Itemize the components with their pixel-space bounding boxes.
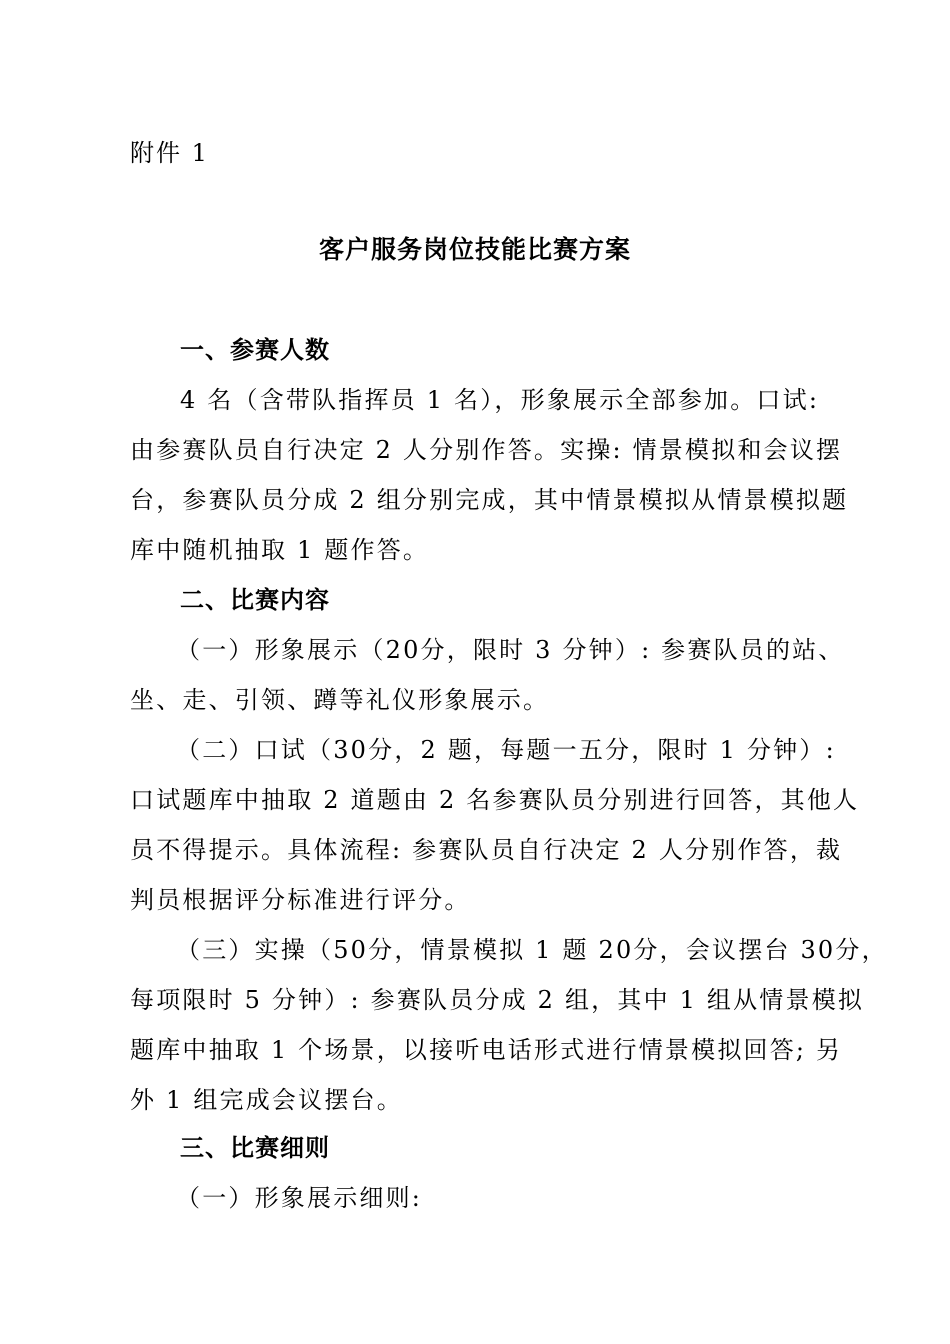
paragraph-line: 库中随机抽取 1 题作答。 <box>130 536 430 564</box>
section-heading-content: 二、比赛内容 <box>180 586 330 614</box>
attachment-label: 附件 1 <box>130 139 209 167</box>
section-heading-rules: 三、比赛细则 <box>180 1134 330 1162</box>
paragraph-line: 外 1 组完成会议摆台。 <box>130 1086 403 1114</box>
document-title: 客户服务岗位技能比赛方案 <box>318 235 631 264</box>
paragraph-line: （一）形象展示（20分，限时 3 分钟）: 参赛队员的站、 <box>176 636 845 664</box>
paragraph-line: 4 名（含带队指挥员 1 名），形象展示全部参加。口试: <box>180 386 820 414</box>
paragraph-line: 坐、走、引领、蹲等礼仪形象展示。 <box>130 686 550 714</box>
paragraph-line: 台，参赛队员分成 2 组分别完成，其中情景模拟从情景模拟题 <box>130 486 849 514</box>
paragraph-line: 每项限时 5 分钟）: 参赛队员分成 2 组，其中 1 组从情景模拟 <box>130 986 865 1014</box>
paragraph-line: 员不得提示。具体流程: 参赛队员自行决定 2 人分别作答，裁 <box>130 836 843 864</box>
paragraph-line: （一）形象展示细则: <box>176 1184 423 1212</box>
paragraph-line: （三）实操（50分，情景模拟 1 题 20分，会议摆台 30分， <box>176 936 888 964</box>
paragraph-line: 口试题库中抽取 2 道题由 2 名参赛队员分别进行回答，其他人 <box>130 786 860 814</box>
paragraph-line: 判员根据评分标准进行评分。 <box>130 886 471 914</box>
paragraph-line: 由参赛队员自行决定 2 人分别作答。实操: 情景模拟和会议摆 <box>130 436 843 464</box>
section-heading-participants: 一、参赛人数 <box>180 336 330 364</box>
paragraph-line: 题库中抽取 1 个场景，以接听电话形式进行情景模拟回答; 另 <box>130 1036 843 1064</box>
paragraph-line: （二）口试（30分，2 题，每题一五分，限时 1 分钟）: <box>176 736 836 764</box>
